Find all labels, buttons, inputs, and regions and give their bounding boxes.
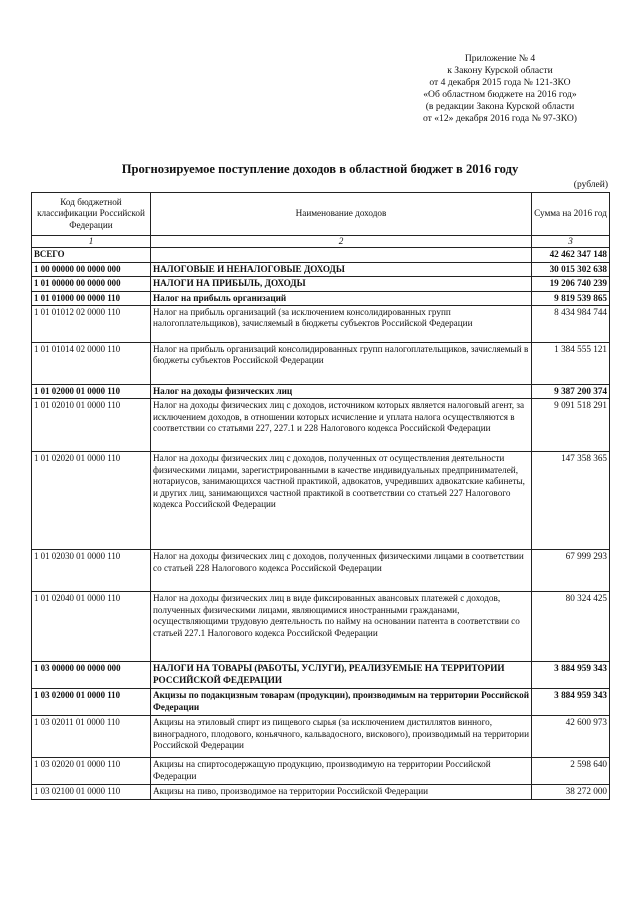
amount-cell: 67 999 293 [532,550,610,592]
table-row [32,343,610,385]
amount-cell: 8 434 984 744 [532,306,610,343]
table-row [32,452,610,550]
name-cell: Акцизы на пиво, производимое на территории Российской Федерации [151,785,532,799]
appendix-line: (в редакции Закона Курской области [425,101,575,113]
amount-cell: 3 884 959 343 [532,689,610,716]
table-row [32,385,610,399]
code-cell: 1 01 02040 01 0000 110 [32,592,151,662]
name-cell: Налог на прибыль организаций (за исключением консолидированных групп налогоплательщиков), зачисляемый в бюджеты субъектов Российской Федерации [151,306,532,343]
name-cell [151,248,532,262]
header-code: Код бюджетной классификации Российской Федерации [32,193,151,236]
revenue-table [31,192,610,800]
appendix-line: от «12» декабря 2016 года № 97-ЗКО) [422,113,578,125]
amount-cell: 9 387 200 374 [532,385,610,399]
code-cell: 1 01 02020 01 0000 110 [32,452,151,550]
code-cell: 1 03 00000 00 0000 000 [32,662,151,689]
appendix-line: от 4 декабря 2015 года № 121-ЗКО [429,77,571,89]
amount-cell: 1 384 555 121 [532,343,610,385]
name-cell: Налог на прибыль организаций консолидированных групп налогоплательщиков, зачисляемый в бюджеты субъектов Российской Федерации [151,343,532,385]
column-number-row [32,236,610,248]
appendix-line: к Закону Курской области [447,65,553,77]
table-row [32,592,610,662]
code-cell: 1 03 02000 01 0000 110 [32,689,151,716]
name-cell: Налог на доходы физических лиц [151,385,532,399]
code-cell: 1 03 02100 01 0000 110 [32,785,151,799]
appendix-line: «Об областном бюджете на 2016 год» [423,89,577,101]
appendix-block [400,53,600,126]
code-cell: 1 03 02011 01 0000 110 [32,716,151,758]
table-row [32,291,610,305]
table-row [32,277,610,291]
header-amount: Сумма на 2016 год [532,193,610,236]
amount-cell: 42 462 347 148 [532,248,610,262]
table-row [32,662,610,689]
table-row [32,689,610,716]
code-cell: 1 03 02020 01 0000 110 [32,758,151,785]
document-title: Прогнозируемое поступление доходов в областной бюджет в 2016 году [121,162,519,176]
name-cell: Налог на доходы физических лиц в виде фиксированных авансовых платежей с доходов, полученных физическими лицами, являющимися иностранными гражданами, осуществляющими трудовую деятельность по найму на основании патента в соответствии со статьей 227.1 Налогового кодекса Российской Федерации [151,592,532,662]
table-header-row [32,193,610,236]
amount-cell: 147 358 365 [532,452,610,550]
name-cell: Налог на доходы физических лиц с доходов, полученных физическими лицами в соответствии со статьей 228 Налогового кодекса Российской Федерации [151,550,532,592]
code-cell: 1 01 01012 02 0000 110 [32,306,151,343]
table-row [32,758,610,785]
column-number: 3 [532,236,610,248]
table-row [32,716,610,758]
code-cell: 1 01 02030 01 0000 110 [32,550,151,592]
amount-cell: 80 324 425 [532,592,610,662]
name-cell: Налог на прибыль организаций [151,291,532,305]
name-cell: Акцизы на этиловый спирт из пищевого сырья (за исключением дистиллятов винного, виноградного, плодового, коньячного, кальвадосного, вискового), производимый на территории Российской Федерации [151,716,532,758]
name-cell: Акцизы по подакцизным товарам (продукции), производимым на территории Российской Федерации [151,689,532,716]
header-name: Наименование доходов [151,193,532,236]
units-label: (рублей) [573,180,608,190]
code-cell: 1 01 01014 02 0000 110 [32,343,151,385]
amount-cell: 38 272 000 [532,785,610,799]
code-cell: 1 01 01000 00 0000 110 [32,291,151,305]
amount-cell: 2 598 640 [532,758,610,785]
table-row [32,262,610,276]
table-row [32,785,610,799]
column-number: 2 [151,236,532,248]
table-row [32,248,610,262]
appendix-line: Приложение № 4 [464,53,536,64]
name-cell: НАЛОГИ НА ТОВАРЫ (РАБОТЫ, УСЛУГИ), РЕАЛИЗУЕМЫЕ НА ТЕРРИТОРИИ РОССИЙСКОЙ ФЕДЕРАЦИИ [151,662,532,689]
name-cell: Акцизы на спиртосодержащую продукцию, производимую на территории Российской Федерации [151,758,532,785]
table-row [32,306,610,343]
amount-cell: 30 015 302 638 [532,262,610,276]
code-cell: ВСЕГО [32,248,151,262]
code-cell: 1 01 02000 01 0000 110 [32,385,151,399]
column-number: 1 [32,236,151,248]
name-cell: Налог на доходы физических лиц с доходов, источником которых является налоговый агент, за исключением доходов, в отношении которых исчисление и уплата налога осуществляются в соответствии со статьями 227, 227.1 и 228 Налогового кодекса Российской Федерации [151,399,532,452]
table-row [32,550,610,592]
name-cell: Налог на доходы физических лиц с доходов, полученных от осуществления деятельности физическими лицами, зарегистрированными в качестве индивидуальных предпринимателей, нотариусов, занимающихся частной практикой, адвокатов, учредивших адвокатские кабинеты, и других лиц, занимающихся частной практикой в соответствии со статьей 227 Налогового кодекса Российской Федерации [151,452,532,550]
code-cell: 1 01 00000 00 0000 000 [32,277,151,291]
amount-cell: 19 206 740 239 [532,277,610,291]
amount-cell: 3 884 959 343 [532,662,610,689]
code-cell: 1 00 00000 00 0000 000 [32,262,151,276]
table-row [32,399,610,452]
amount-cell: 9 819 539 865 [532,291,610,305]
code-cell: 1 01 02010 01 0000 110 [32,399,151,452]
amount-cell: 42 600 973 [532,716,610,758]
name-cell: НАЛОГОВЫЕ И НЕНАЛОГОВЫЕ ДОХОДЫ [151,262,532,276]
name-cell: НАЛОГИ НА ПРИБЫЛЬ, ДОХОДЫ [151,277,532,291]
amount-cell: 9 091 518 291 [532,399,610,452]
